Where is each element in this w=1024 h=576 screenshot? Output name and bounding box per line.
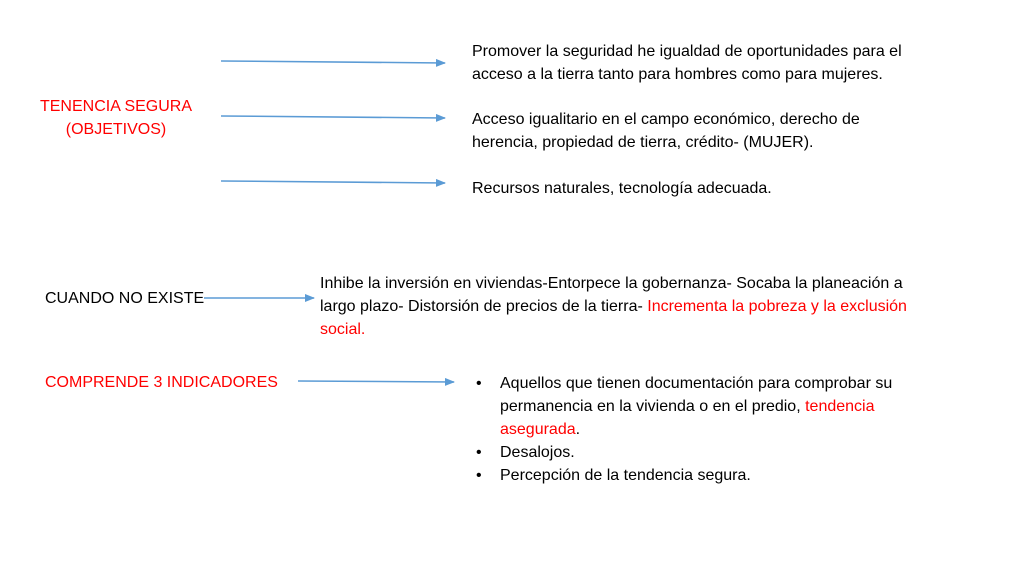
indicador-1-line1: Aquellos que tienen documentación para comprobar su xyxy=(500,375,893,392)
objective-1-line2: acceso a la tierra tanto para hombres como para mujeres. xyxy=(472,66,883,83)
arrow-indicadores xyxy=(298,381,454,382)
indicador-item-1 xyxy=(472,372,892,441)
indicador-1-line2 xyxy=(500,395,892,418)
cuando-consequences xyxy=(320,272,907,341)
indicador-3-text: Percepción de la tendencia segura. xyxy=(500,467,751,484)
arrow-objective-1 xyxy=(221,61,445,63)
bullet-icon: • xyxy=(476,444,482,461)
indicadores-label: COMPRENDE 3 INDICADORES xyxy=(45,374,278,391)
indicador-1-line2-black: permanencia en la vivienda o en el predio, xyxy=(500,398,806,415)
cuando-line3: social. xyxy=(320,321,366,338)
bullet-icon: • xyxy=(476,375,482,392)
indicadores-list xyxy=(472,372,892,487)
cuando-line2 xyxy=(320,295,907,318)
indicador-2-text: Desalojos. xyxy=(500,444,575,461)
bullet-icon: • xyxy=(476,467,482,484)
tenencia-label-line2: (OBJETIVOS) xyxy=(65,121,167,138)
cuando-line2-red: Incrementa la pobreza y la exclusión xyxy=(642,298,907,315)
objective-2 xyxy=(472,108,860,154)
tenencia-label-line1: TENENCIA SEGURA xyxy=(39,98,193,115)
arrow-objective-3 xyxy=(221,181,445,183)
indicador-item-3 xyxy=(472,464,892,487)
objective-3: Recursos naturales, tecnología adecuada. xyxy=(472,180,772,197)
indicador-1-line3 xyxy=(500,418,892,441)
tenencia-segura-label xyxy=(34,95,198,141)
cuando-line1: Inhibe la inversión en viviendas-Entorpece la gobernanza- Socaba la planeación a xyxy=(320,275,903,292)
cuando-no-existe-label: CUANDO NO EXISTE xyxy=(45,290,205,307)
indicador-1-line3-black: . xyxy=(575,421,581,438)
indicador-item-2 xyxy=(472,441,892,464)
objective-1-line1: Promover la seguridad he igualdad de oportunidades para el xyxy=(472,43,902,60)
objective-2-line1: Acceso igualitario en el campo económico, derecho de xyxy=(472,111,860,128)
objective-1 xyxy=(472,40,902,86)
indicador-1-line3-red: asegurada xyxy=(500,421,576,438)
cuando-line2-black: largo plazo- Distorsión de precios de la tierra- xyxy=(320,298,643,315)
objective-2-line2: herencia, propiedad de tierra, crédito- (MUJER). xyxy=(472,134,814,151)
indicador-1-line2-red: tendencia xyxy=(805,398,875,415)
arrow-objective-2 xyxy=(221,116,445,118)
